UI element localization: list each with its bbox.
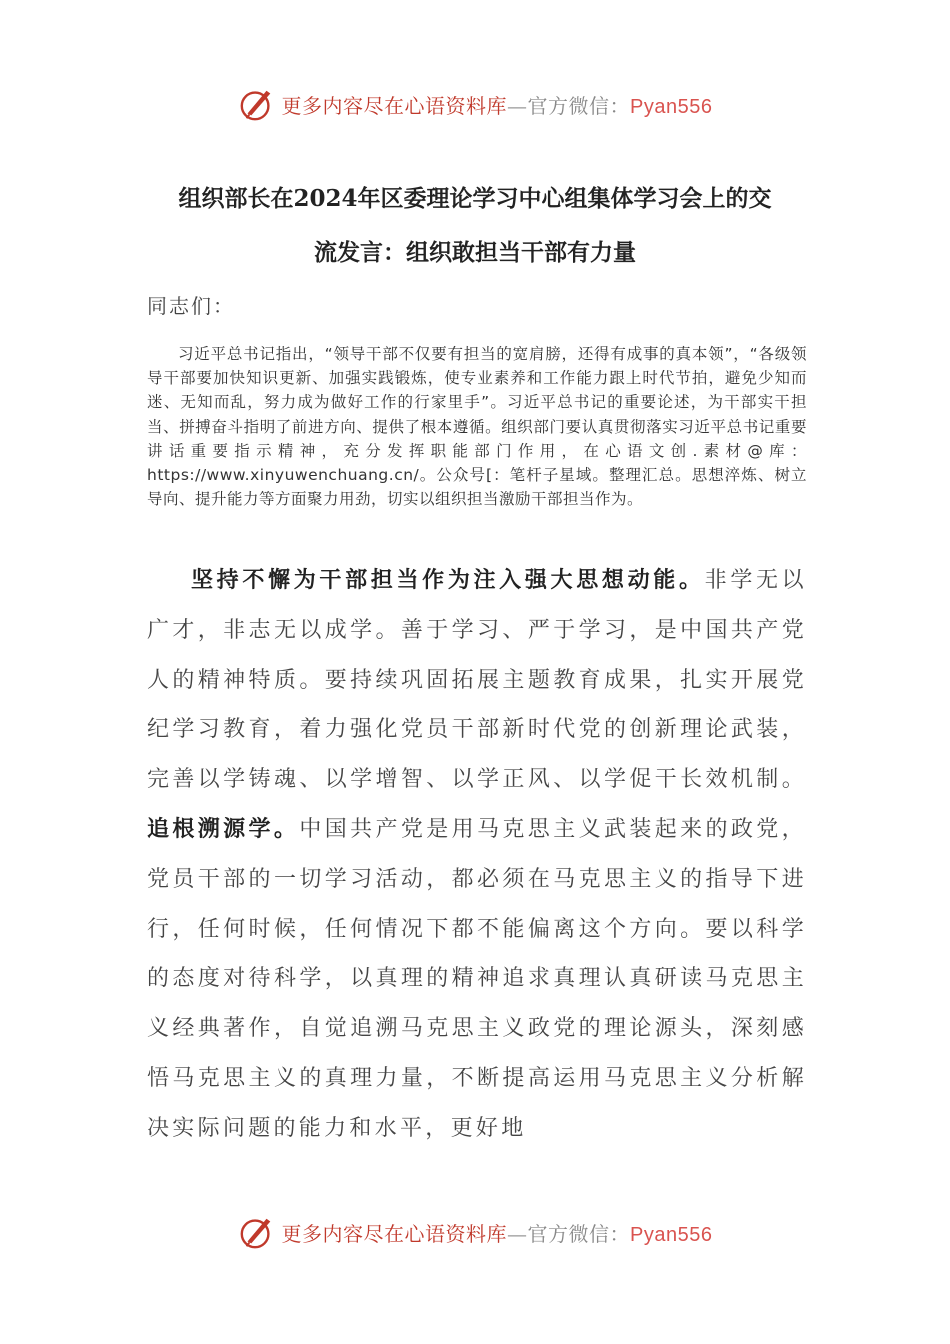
quill-logo-icon [238,1213,276,1251]
section-heading: 坚持不懈为干部担当作为注入强大思想动能。 [191,568,705,593]
watermark-text [282,90,713,119]
section-text-1: 非学无以广才，非志无以成学。善于学习、严于学习，是中国共产党人的精神特质。要持续巩固拓展主题教育成果，扎实开展党纪学习教育，着力强化党员干部新时代党的创新理论武装，完善以学铸魂、以学增智、以学正风、以学促干长效机制。 [147,568,807,793]
section-text-2: 中国共产党是用马克思主义武装起来的政党，党员干部的一切学习活动，都必须在马克思主义的指导下进行，任何时候，任何情况下都不能偏离这个方向。要以科学的态度对待科学，以真理的精神追求真理认真研读马克思主义经典著作，自觉追溯马克思主义政党的理论源头，深刻感悟马克思主义的真理力量，不断提高运用马克思主义分析解决实际问题的能力和水平，更好地 [147,816,807,1141]
quill-logo-icon [238,85,276,123]
title-line-2: 流发言：组织敢担当干部有力量 [314,239,636,266]
watermark-dash: — [507,93,528,118]
watermark-code: Pyan556 [630,95,713,118]
header-watermark [0,84,950,124]
watermark-dash: — [507,1221,528,1246]
title-line-1: 组织部长在2024年区委理论学习中心组集体学习会上的交 [178,185,772,212]
document-title [120,172,830,280]
watermark-brand: 更多内容尽在心语资料库 [281,93,508,118]
watermark-brand: 更多内容尽在心语资料库 [281,1221,508,1246]
watermark-label: 官方微信： [527,93,631,118]
watermark-label: 官方微信： [527,1221,631,1246]
intro-paragraph: 习近平总书记指出，“领导干部不仅要有担当的宽肩膀，还得有成事的真本领”，“各级领导干部要加快知识更新、加强实践锻炼，使专业素养和工作能力跟上时代节拍，避免少知而迷、无知而乱，努力成为做好工作的行家里手”。习近平总书记的重要论述，为干部实干担当、拼搏奋斗指明了前进方向、提供了根本遵循。组织部门要认真贯彻落实习近平总书记重要讲话重要指示精神，充分发挥职能部门作用，在心语文创.素材@库：https://www.xinyuwenchuang.cn/。公众号[：笔杆子星域。整理汇总。思想淬炼、树立导向、提升能力等方面聚力用劲，切实以组织担当激励干部担当作为。 [147,345,807,509]
watermark-text [282,1218,713,1247]
watermark-code: Pyan556 [630,1223,713,1246]
sub-heading: 追根溯源学。 [147,816,300,842]
footer-watermark [0,1212,950,1252]
section-paragraph [147,556,807,1154]
salutation: 同志们： [147,294,235,318]
